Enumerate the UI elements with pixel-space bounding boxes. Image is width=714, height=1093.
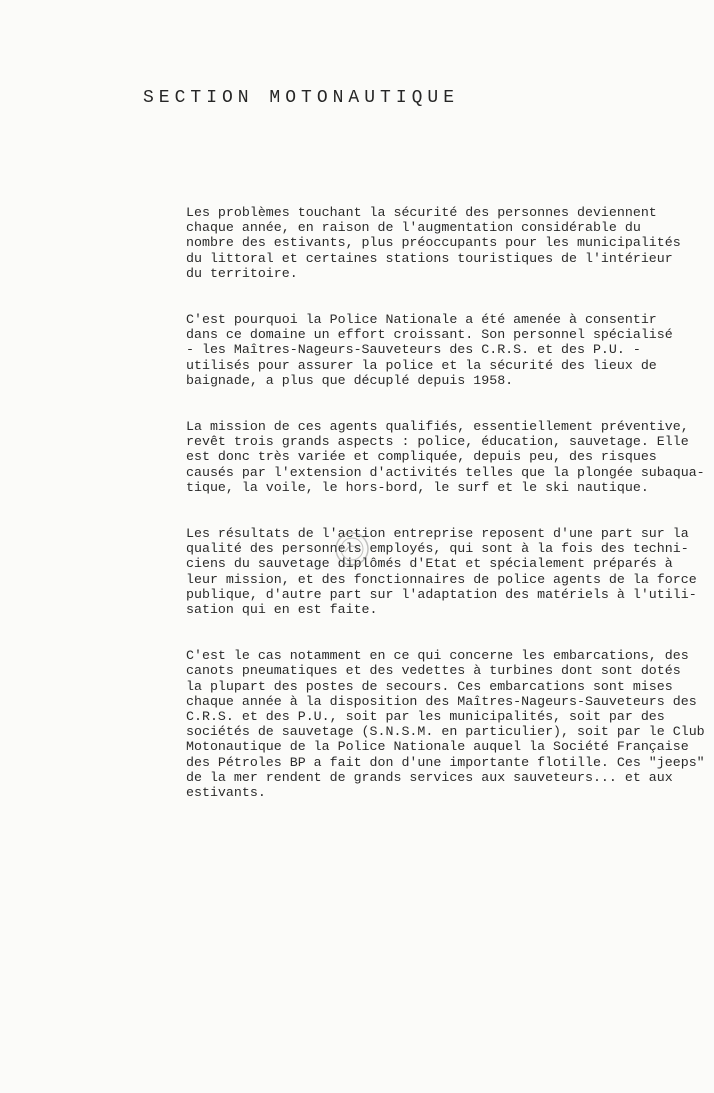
archive-stamp-icon	[333, 530, 371, 568]
text-line: revêt trois grands aspects : police, éducation, sauvetage. Elle	[186, 434, 689, 450]
text-line: La mission de ces agents qualifiés, essentiellement préventive,	[186, 419, 689, 435]
text-line: estivants.	[186, 785, 266, 801]
text-line: Les problèmes touchant la sécurité des personnes deviennent	[186, 205, 657, 220]
text-line: est donc très variée et compliquée, depuis peu, des risques	[186, 449, 657, 465]
text-line: C'est pourquoi la Police Nationale a été amenée à consentir	[186, 312, 657, 328]
text-line: de la mer rendent de grands services aux sauveteurs... et aux	[186, 769, 673, 785]
text-line: ciens du sauvetage diplômés d'Etat et spécialement préparés à	[186, 556, 673, 572]
text-line: du littoral et certaines stations touristiques de l'intérieur	[186, 250, 673, 266]
paragraph-5	[186, 648, 706, 800]
text-line: Motonautique de la Police Nationale auquel la Société Française	[186, 739, 689, 755]
text-line: baignade, a plus que décuplé depuis 1958.	[186, 372, 514, 388]
page-title: SECTION MOTONAUTIQUE	[143, 88, 460, 108]
text-line: leur mission, et des fonctionnaires de police agents de la force	[186, 571, 697, 587]
document-body	[186, 205, 706, 831]
text-line: du territoire.	[186, 265, 298, 281]
paragraph-1	[186, 205, 706, 281]
text-line: sociétés de sauvetage (S.N.S.M. en particulier), soit par le Club	[186, 724, 705, 740]
text-line: publique, d'autre part sur l'adaptation des matériels à l'utili-	[186, 586, 697, 602]
paragraph-4	[186, 526, 706, 617]
text-line: chaque année, en raison de l'augmentation considérable du	[186, 220, 641, 236]
text-line: la plupart des postes de secours. Ces embarcations sont mises	[186, 678, 673, 694]
text-line: utilisés pour assurer la police et la sécurité des lieux de	[186, 357, 657, 373]
text-line: - les Maîtres-Nageurs-Sauveteurs des C.R.S. et des P.U. -	[186, 342, 641, 358]
text-line: sation qui en est faite.	[186, 602, 378, 618]
text-line: dans ce domaine un effort croissant. Son personnel spécialisé	[186, 327, 673, 343]
text-line: Les résultats de l'action entreprise reposent d'une part sur la	[186, 526, 689, 542]
text-line: canots pneumatiques et des vedettes à turbines dont sont dotés	[186, 663, 681, 679]
text-line: qualité des personnels employés, qui sont à la fois des techni-	[186, 541, 689, 557]
text-line: C.R.S. et des P.U., soit par les municipalités, soit par des	[186, 709, 665, 725]
text-line: chaque année à la disposition des Maîtres-Nageurs-Sauveteurs des	[186, 693, 697, 709]
text-line: tique, la voile, le hors-bord, le surf et le ski nautique.	[186, 479, 649, 495]
text-line: nombre des estivants, plus préoccupants pour les municipalités	[186, 235, 681, 251]
text-line: C'est le cas notamment en ce qui concerne les embarcations, des	[186, 648, 689, 664]
paragraph-2	[186, 312, 706, 388]
text-line: des Pétroles BP a fait don d'une importante flotille. Ces "jeeps"	[186, 754, 705, 770]
text-line: causés par l'extension d'activités telles que la plongée subaqua-	[186, 464, 705, 480]
paragraph-3	[186, 419, 706, 495]
